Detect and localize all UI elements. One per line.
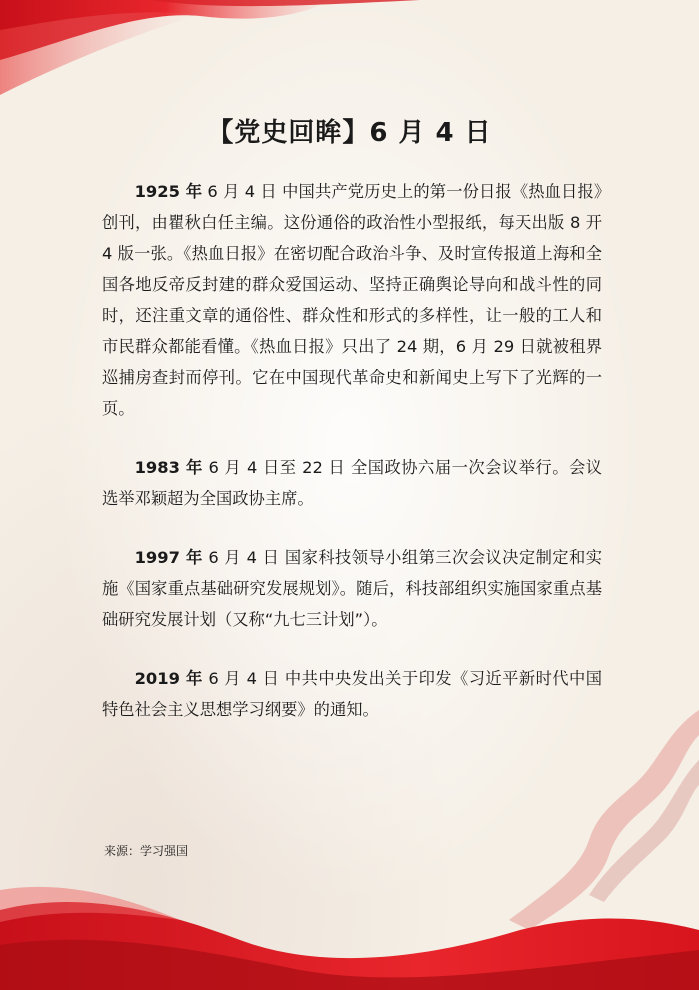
red-ribbon-top xyxy=(0,0,699,120)
article-body xyxy=(102,176,602,753)
source-credit: 来源：学习强国 xyxy=(104,844,189,858)
event-paragraph-1925 xyxy=(102,176,602,424)
red-ribbon-bottom xyxy=(0,850,699,990)
event-text: 6 月 4 日 国家科技领导小组第三次会议决定制定和实施《国家重点基础研究发展规划》。随后，科技部组织实施国家重点基础研究发展计划（又称“九七三计划”）。 xyxy=(102,548,602,629)
event-paragraph-2019 xyxy=(102,663,602,725)
event-paragraph-1997 xyxy=(102,542,602,635)
event-text: 6 月 4 日至 22 日 全国政协六届一次会议举行。会议选举邓颖超为全国政协主席。 xyxy=(102,458,603,508)
page-title: 【党史回眸】6 月 4 日 xyxy=(207,118,492,148)
event-text: 6 月 4 日 中共中央发出关于印发《习近平新时代中国特色社会主义思想学习纲要》的通知。 xyxy=(102,669,602,719)
event-year: 2019 年 xyxy=(134,669,203,688)
event-paragraph-1983 xyxy=(102,452,602,514)
event-year: 1983 年 xyxy=(134,458,203,477)
event-year: 1997 年 xyxy=(134,548,203,567)
event-text: 6 月 4 日 中国共产党历史上的第一份日报《热血日报》创刊，由瞿秋白任主编。这份通俗的政治性小型报纸，每天出版 8 开 4 版一张。《热血日报》在密切配合政治斗争、及时宣传报道上海和全国各地反帝反封建的群众爱国运动、坚持正确舆论导向和战斗性的同时，还注重文章的通俗性、群众性和形式的多样性，让一般的工人和市民群众都能看懂。《热血日报》只出了 24 期，6 月 29 日就被租界巡捕房查封而停刊。它在中国现代革命史和新闻史上写下了光辉的一页。 xyxy=(102,182,602,418)
event-year: 1925 年 xyxy=(134,182,203,201)
